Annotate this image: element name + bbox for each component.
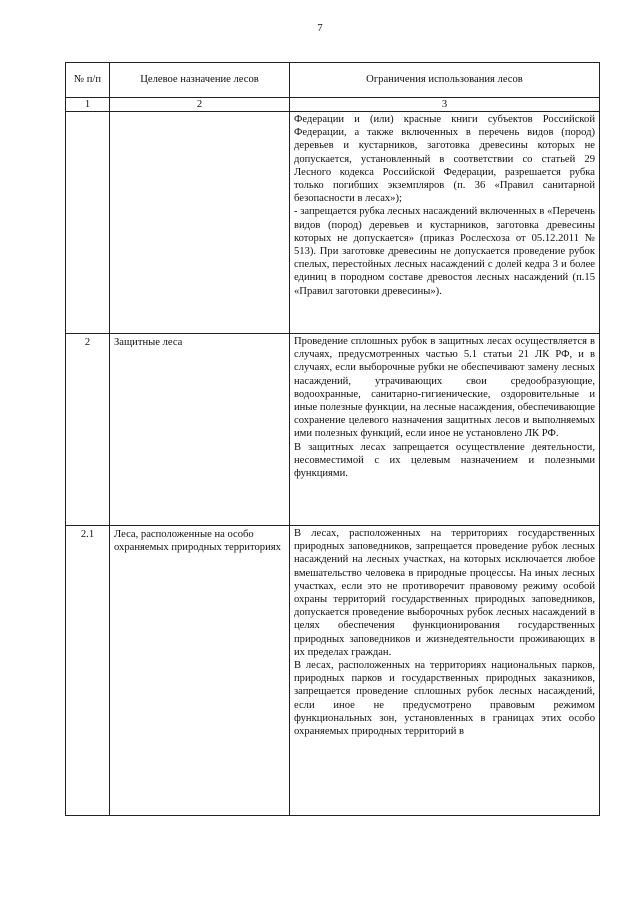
restriction-paragraph: В лесах, расположенных на территориях государственных природных заповедников, запрещается проведение рубок лесных насаждений на лесных участках, на которых исключается любое вмешательство человека в природные процессы. На иных лесных участках, если это не противоречит правовому режиму особой охраны территорий государственных природных заповедников, допускается проведение выборочных рубок лесных насаждений в целях обеспечения функционирования государственных природных заповедников и жизнедеятельности проживающих в их пределах граждан.	[294, 528, 595, 658]
column-number-3: 3	[290, 98, 600, 112]
header-restrictions: Ограничения использования лесов	[290, 63, 600, 98]
table-row	[66, 526, 600, 816]
restriction-paragraph: Федерации и (или) красные книги субъектов Российской Федерации, а также включенных в перечень видов (пород) деревьев и кустарников, заготовка древесины которых не допускается, установленный в соответствии со статьей 29 Лесного кодекса Российской Федерации, разрешается рубка только погибших экземпляров (п. 36 «Правил санитарной безопасности в лесах»);	[294, 114, 595, 205]
restriction-paragraph: - запрещается рубка лесных насаждений включенных в «Перечень видов (пород) деревьев и кустарников, заготовка древесины которых не допускается» (приказ Рослесхоза от 05.12.2011 № 513). При заготовке древесины не допускается проведение рубок спелых, перестойных лесных насаждений с долей кедра 3 и более единиц в породном составе древостоя лесных насаждений (п.15 «Правил заготовки древесины»).	[294, 206, 595, 297]
header-purpose: Целевое назначение лесов	[110, 63, 290, 98]
row-restrictions	[290, 334, 600, 526]
header-number: № п/п	[66, 63, 110, 98]
row-purpose: Леса, расположенные на особо охраняемых природных территориях	[110, 526, 290, 816]
restriction-paragraph: В лесах, расположенных на территориях национальных парков, природных парков и государственных природных заказников, запрещается проведение сплошных рубок лесных насаждений, если иное не предусмотрено правовым режимом функциональных зон, установленных в границах этих особо охраняемых природных территорий в	[294, 660, 595, 738]
row-restrictions	[290, 526, 600, 816]
row-number: 2.1	[66, 526, 110, 816]
table-row	[66, 334, 600, 526]
table-row	[66, 112, 600, 334]
row-purpose	[110, 112, 290, 334]
forest-use-table	[65, 62, 600, 816]
column-numbers-row	[66, 98, 600, 112]
page-number: 7	[317, 22, 323, 34]
restriction-paragraph: В защитных лесах запрещается осуществление деятельности, несовместимой с их целевым назначением и полезными функциями.	[294, 441, 595, 480]
table-header-row	[66, 63, 600, 98]
row-purpose: Защитные леса	[110, 334, 290, 526]
column-number-1: 1	[66, 98, 110, 112]
row-number: 2	[66, 334, 110, 526]
column-number-2: 2	[110, 98, 290, 112]
restriction-paragraph: Проведение сплошных рубок в защитных лесах осуществляется в случаях, предусмотренных частью 5.1 статьи 21 ЛК РФ, и в случаях, если выборочные рубки не обеспечивают замену лесных насаждений, утрачивающих свои средообразующие, водоохранные, санитарно-гигиенические, оздоровительные и иные полезные функции, на лесные насаждения, обеспечивающие сохранение целевого назначения защитных лесов и выполняемых ими полезных функций, если иное не установлено ЛК РФ.	[294, 336, 595, 440]
row-restrictions	[290, 112, 600, 334]
row-number	[66, 112, 110, 334]
